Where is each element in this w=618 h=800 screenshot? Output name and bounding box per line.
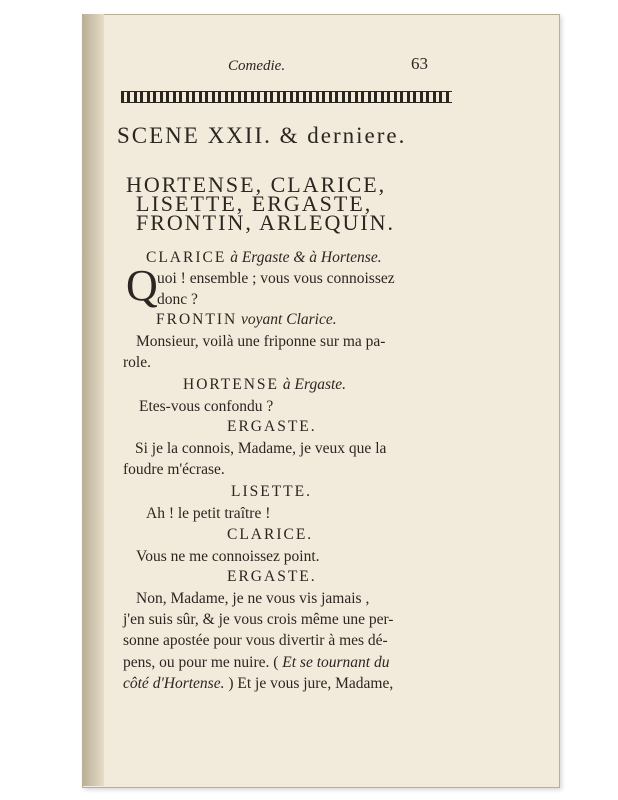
drop-capital: Q: [126, 261, 158, 310]
characters-line-3: FRONTIN, ARLEQUIN.: [136, 210, 396, 235]
text-line: uoi ! ensemble ; vous vous connoissez: [157, 270, 395, 287]
speaker-name: CLARICE: [146, 249, 227, 266]
text-line: Non, Madame, je ne vous vis jamais ,: [136, 590, 370, 607]
text-line: [123, 654, 390, 672]
speaker-name: HORTENSE: [183, 376, 280, 393]
stage-direction: voyant Clarice.: [241, 311, 337, 328]
speaker-name: ERGASTE.: [227, 418, 317, 435]
text-line: j'en suis sûr, & je vous crois même une per-: [123, 611, 394, 628]
text-line: sonne apostée pour vous divertir à mes dé-: [123, 632, 388, 649]
page-binding-shadow: [82, 14, 104, 786]
text-line: Vous ne me connoissez point.: [136, 548, 320, 565]
ornament-band: [121, 91, 452, 103]
scene-title: SCENE XXII. & derniere.: [117, 123, 407, 148]
speaker-line: [146, 249, 382, 267]
stage-direction: à Ergaste & à Hortense.: [230, 249, 382, 266]
characters-line-1: HORTENSE, CLARICE,: [126, 172, 387, 197]
text-line: Etes-vous confondu ?: [139, 398, 274, 415]
running-title: Comedie.: [228, 58, 286, 74]
text-line: Si je la connois, Madame, je veux que la: [135, 440, 387, 457]
text-line: [123, 675, 393, 693]
text-line: Monsieur, voilà une friponne sur ma pa-: [136, 333, 386, 350]
text-segment: ) Et je vous jure, Madame,: [228, 675, 394, 692]
text-line: Ah ! le petit traître !: [146, 505, 271, 522]
stage-direction: côté d'Hortense.: [123, 675, 225, 692]
text-segment: pens, ou pour me nuire. (: [123, 654, 279, 671]
speaker-name: LISETTE.: [231, 483, 312, 500]
page-number: 63: [411, 54, 428, 73]
text-line: donc ?: [157, 291, 198, 308]
characters-line-2: LISETTE, ERGASTE,: [136, 191, 373, 216]
speaker-line: [183, 376, 346, 394]
speaker-line: [156, 311, 337, 329]
speaker-name: ERGASTE.: [227, 568, 317, 585]
text-line: role.: [123, 354, 151, 371]
stage-direction: Et se tournant du: [282, 654, 390, 671]
text-line: foudre m'écrase.: [123, 461, 225, 478]
speaker-name: CLARICE.: [227, 526, 314, 543]
speaker-name: FRONTIN: [156, 311, 238, 328]
stage-direction: à Ergaste.: [282, 376, 347, 393]
